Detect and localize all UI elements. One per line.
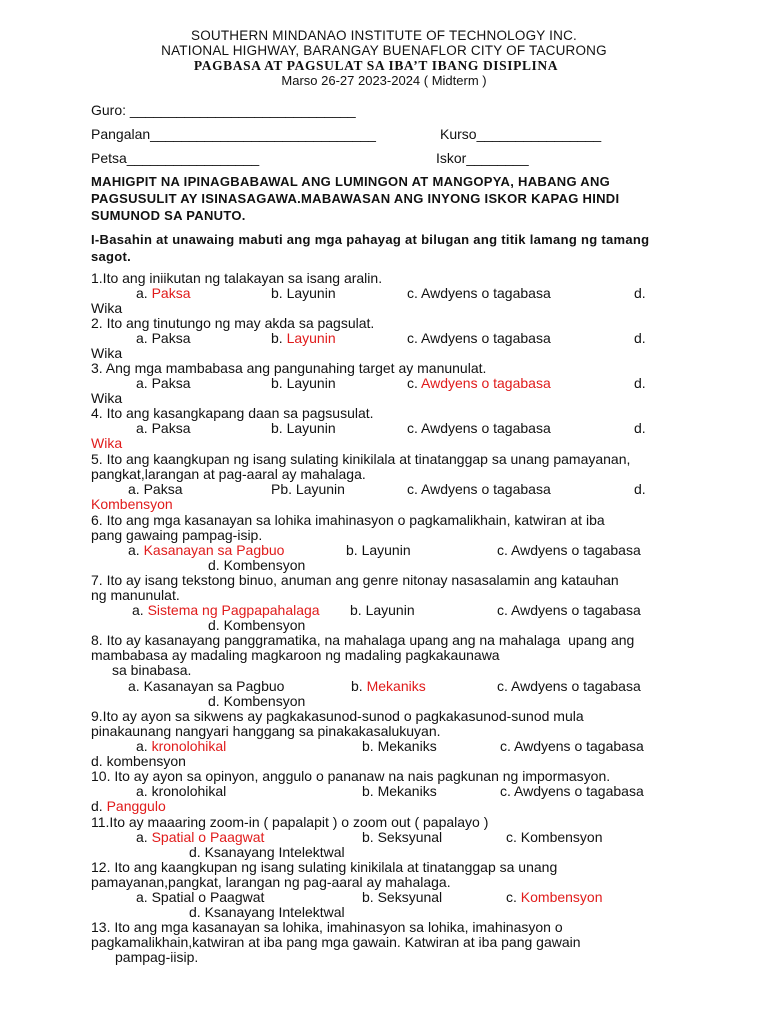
q3-option-d: d.	[634, 375, 646, 391]
q11-answer: Spatial o Paagwat	[151, 829, 265, 845]
question-3: 3. Ang mga mambabasa ang pangunahing target ay manunulat.	[91, 360, 487, 376]
q6-option-c: c. Awdyens o tagabasa	[497, 542, 641, 558]
q1-option-c: c. Awdyens o tagabasa	[407, 285, 551, 301]
question-13-cont: pagkamalikhain,katwiran at iba pang mga gawain. Katwiran at iba pang gawain	[91, 934, 581, 950]
question-13-cont-2: pampag-iisip.	[115, 949, 199, 965]
q4-option-a: a. Paksa	[136, 420, 191, 436]
q5-option-b: Pb. Layunin	[271, 481, 345, 497]
q2-option-c: c. Awdyens o tagabasa	[407, 330, 551, 346]
q2-option-b: b. Layunin	[271, 330, 336, 346]
q4-answer: Wika	[91, 435, 123, 451]
q10-option-a: a. kronolohikal	[136, 783, 227, 799]
q5-option-a: a. Paksa	[128, 481, 183, 497]
q10-option-b: b. Mekaniks	[362, 783, 437, 799]
question-8: 8. Ito ay kasanayang panggramatika, na mahalaga upang ang na mahalaga upang ang	[91, 632, 635, 648]
subject-title: PAGBASA AT PAGSULAT SA IBA’T IBANG DISIPLINA	[193, 58, 559, 73]
question-8-cont: mambabasa ay madaling magkaroon ng madaling pagkakaunawa	[91, 647, 500, 663]
q1-option-d: d.	[634, 285, 646, 301]
q2-answer: Layunin	[286, 330, 336, 346]
q6-option-d: d. Kombensyon	[208, 557, 306, 573]
question-4: 4. Ito ang kasangkapang daan sa pagsusulat.	[91, 405, 374, 421]
q7-option-b: b. Layunin	[350, 602, 415, 618]
q2-option-a: a. Paksa	[136, 330, 191, 346]
q7-option-d: d. Kombensyon	[208, 617, 306, 633]
q2-option-d: d.	[634, 330, 646, 346]
q6-option-a: a. Kasanayan sa Pagbuo	[128, 542, 285, 558]
q3-option-a: a. Paksa	[136, 375, 191, 391]
q10-option-c: c. Awdyens o tagabasa	[500, 783, 644, 799]
question-2: 2. Ito ang tinutungo ng may akda sa pagsulat.	[91, 315, 375, 331]
q12-option-c: c. Kombensyon	[506, 889, 603, 905]
q3-option-d-text: Wika	[91, 390, 123, 406]
question-8-cont-2: sa binabasa.	[112, 662, 192, 678]
q3-option-b: b. Layunin	[271, 375, 336, 391]
q11-option-c: c. Kombensyon	[506, 829, 603, 845]
q3-option-c: c. Awdyens o tagabasa	[407, 375, 551, 391]
q12-answer: Kombensyon	[520, 889, 603, 905]
question-11: 11.Ito ay maaaring zoom-in ( papalapit ) o zoom out ( papalayo )	[91, 814, 489, 830]
q8-option-d: d. Kombensyon	[208, 693, 306, 709]
q5-answer: Kombensyon	[91, 496, 173, 512]
question-9-cont: pinakaunang nangyari hanggang sa pinakakasalukuyan.	[91, 723, 441, 739]
q5-option-d: d.	[634, 481, 646, 497]
q1-answer: Paksa	[151, 285, 191, 301]
question-7-cont: ng manunulat.	[91, 587, 180, 603]
q8-option-a: a. Kasanayan sa Pagbuo	[128, 678, 285, 694]
q7-option-c: c. Awdyens o tagabasa	[497, 602, 641, 618]
question-6-cont: pang gawaing pampag-isip.	[91, 527, 263, 543]
question-9: 9.Ito ay ayon sa sikwens ay pagkakasunod-sunod o pagkakasunod-sunod mula	[91, 708, 584, 724]
q4-option-b: b. Layunin	[271, 420, 336, 436]
q12-option-a: a. Spatial o Paagwat	[136, 889, 265, 905]
question-1: 1.Ito ang iniikutan ng talakayan sa isang aralin.	[91, 270, 383, 286]
question-5: 5. Ito ang kaangkupan ng isang sulating kinikilala at tinatanggap sa unang pamayanan,	[91, 451, 631, 467]
q6-option-b: b. Layunin	[346, 542, 411, 558]
q4-option-d: d.	[634, 420, 646, 436]
q7-answer: Sistema ng Pagpapahalaga	[147, 602, 320, 618]
q11-option-a: a. Spatial o Paagwat	[136, 829, 265, 845]
q3-answer: Awdyens o tagabasa	[421, 375, 551, 391]
pangalan-field: Pangalan_____________________________	[91, 126, 376, 142]
q10-option-d: d. Panggulo	[91, 798, 166, 814]
exam-date: Marso 26-27 2023-2024 ( Midterm )	[281, 73, 487, 88]
question-10: 10. Ito ay ayon sa opinyon, anggulo o pananaw na nais pagkunan ng impormasyon.	[91, 768, 611, 784]
iskor-field: Iskor________	[436, 150, 529, 166]
q1-option-b: b. Layunin	[271, 285, 336, 301]
q8-option-c: c. Awdyens o tagabasa	[497, 678, 641, 694]
question-5-cont: pangkat,larangan at pag-aaral ay mahalaga.	[91, 466, 366, 482]
guro-field: Guro: _____________________________	[91, 102, 356, 118]
q11-option-d: d. Ksanayang Intelektwal	[189, 844, 345, 860]
q12-option-b: b. Seksyunal	[362, 889, 443, 905]
q5-option-c: c. Awdyens o tagabasa	[407, 481, 551, 497]
q6-answer: Kasanayan sa Pagbuo	[143, 542, 285, 558]
kurso-field: Kurso________________	[440, 126, 602, 142]
q9-option-a: a. kronolohikal	[136, 738, 227, 754]
q8-answer: Mekaniks	[366, 678, 426, 694]
school-address: NATIONAL HIGHWAY, BARANGAY BUENAFLOR CITY OF TACURONG	[161, 43, 607, 58]
q7-option-a: a. Sistema ng Pagpapahalaga	[132, 602, 320, 618]
question-7: 7. Ito ay isang tekstong binuo, anuman ang genre nitonay nasasalamin ang katauhan	[91, 572, 619, 588]
q12-option-d: d. Ksanayang Intelektwal	[189, 904, 345, 920]
q10-answer: Panggulo	[106, 798, 166, 814]
exam-directions: I-Basahin at unawaing mabuti ang mga pahayag at bilugan ang titik lamang ng tamang sagot.	[91, 232, 650, 264]
q4-option-c: c. Awdyens o tagabasa	[407, 420, 551, 436]
question-6: 6. Ito ang mga kasanayan sa lohika imahinasyon o pagkamalikhain, katwiran at iba	[91, 512, 605, 528]
q9-answer: kronolohikal	[151, 738, 227, 754]
q1-option-d-text: Wika	[91, 300, 123, 316]
q8-option-b: b. Mekaniks	[351, 678, 426, 694]
question-12: 12. Ito ang kaangkupan ng isang sulating kinikilala at tinatanggap sa unang	[91, 859, 558, 875]
question-13: 13. Ito ang mga kasanayan sa lohika, imahinasyon sa lohika, imahinasyon o	[91, 919, 563, 935]
q9-option-c: c. Awdyens o tagabasa	[500, 738, 644, 754]
q9-option-d: d. kombensyon	[91, 753, 186, 769]
q9-option-b: b. Mekaniks	[362, 738, 437, 754]
q11-option-b: b. Seksyunal	[362, 829, 443, 845]
q1-option-a: a. Paksa	[136, 285, 191, 301]
school-name: SOUTHERN MINDANAO INSTITUTE OF TECHNOLOGY INC.	[191, 28, 577, 43]
exam-warning: MAHIGPIT NA IPINAGBABAWAL ANG LUMINGON AT MANGOPYA, HABANG ANG PAGSUSULIT AY ISINASAGAWA.MABAWASAN ANG INYONG ISKOR KAPAG HINDI SUMUNOD SA PANUTO.	[91, 174, 620, 223]
question-12-cont: pamayanan,pangkat, larangan ng pag-aaral ay mahalaga.	[91, 874, 451, 890]
petsa-field: Petsa_________________	[91, 150, 260, 166]
q2-option-d-text: Wika	[91, 345, 123, 361]
